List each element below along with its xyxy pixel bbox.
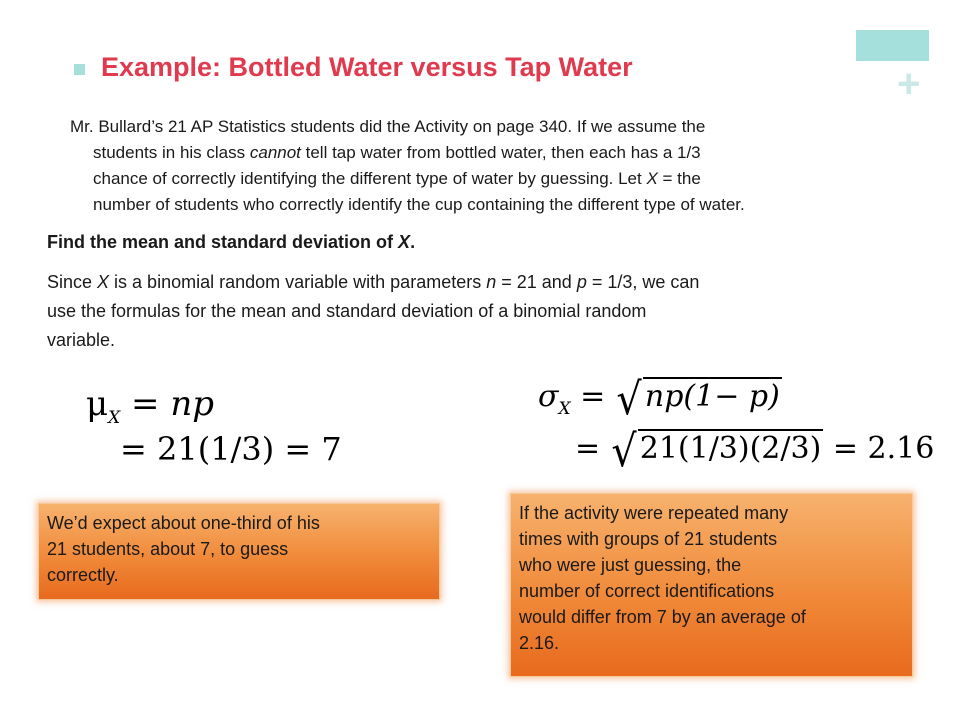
sd-radicand-2: 21(1/3)(2/3) <box>639 431 822 466</box>
intro-line-2: students in his class cannot tell tap water from bottled water, then each has a 1/3 <box>93 143 701 162</box>
explanation-line-3: variable. <box>47 330 116 350</box>
explanation-line-2: use the formulas for the mean and standard deviation of a binomial random <box>47 301 647 321</box>
sd-formula-line-1: $\sigma_X$ = √ np(1− p) <box>538 374 780 425</box>
sd-subscript: X <box>558 399 571 419</box>
plus-decoration: + <box>897 62 921 106</box>
corner-accent-bar <box>856 30 929 61</box>
intro-line-4: number of students who correctly identify the cup containing the different type of water. <box>93 195 745 214</box>
intro-paragraph <box>70 114 932 218</box>
sqrt-symbol: √ <box>616 374 642 425</box>
mean-formula-line-1: $\mu_X$ = np <box>86 384 214 428</box>
mu-symbol: μ <box>86 384 109 424</box>
sqrt-symbol-2: √ <box>611 426 637 477</box>
mean-subscript: X <box>108 408 121 428</box>
slide-title: Example: Bottled Water versus Tap Water <box>101 52 633 82</box>
sd-radicand-1: np(1− p) <box>644 379 780 414</box>
intro-line-1: Mr. Bullard’s 21 AP Statistics students did the Activity on page 340. If we assume the <box>70 117 706 136</box>
sigma-symbol: σ <box>538 379 559 414</box>
mean-formula-line-2: = 21(1/3) = 7 <box>120 430 342 468</box>
question-heading: Find the mean and standard deviation of X. <box>47 232 416 252</box>
intro-line-3: chance of correctly identifying the different type of water by guessing. Let X = the <box>93 169 701 188</box>
mean-interpretation-callout: We’d expect about one-third of his 21 students, about 7, to guess correctly. <box>38 503 440 600</box>
sd-formula-line-2: = √ 21(1/3)(2/3) = 2.16 <box>575 426 935 477</box>
emphasis-cannot: cannot <box>249 143 301 162</box>
sd-interpretation-callout: If the activity were repeated many times with groups of 21 students who were just guessing, the number of correct identifications would differ from 7 by an average of 2.16. <box>510 493 913 677</box>
explanation-line-1: Since X is a binomial random variable with parameters n = 21 and p = 1/3, we can <box>47 272 700 292</box>
explanation-paragraph <box>47 268 927 355</box>
title-bullet <box>74 64 85 75</box>
